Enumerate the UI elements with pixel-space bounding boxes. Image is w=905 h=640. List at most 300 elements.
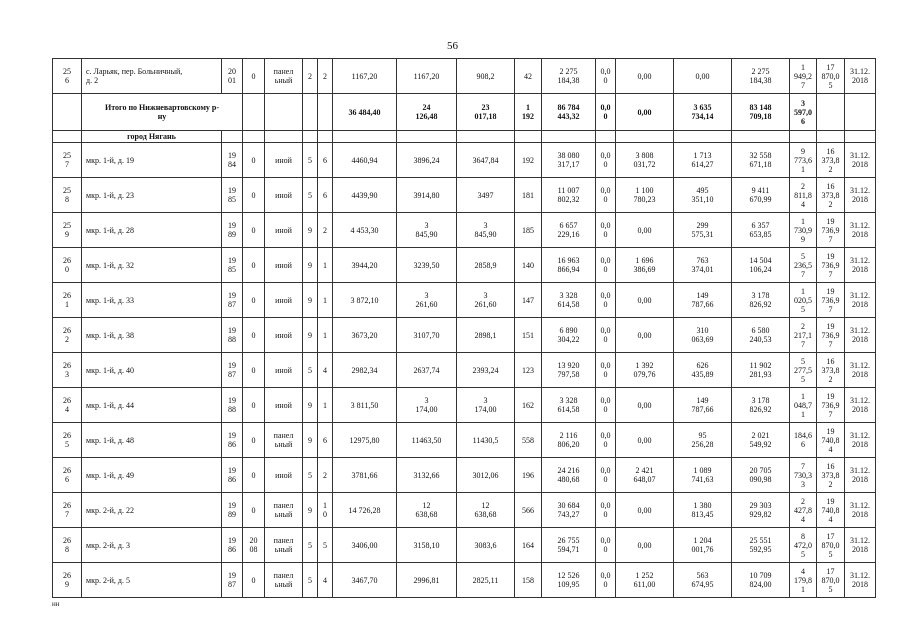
table-cell: 24 216 480,68 — [542, 458, 596, 493]
table-cell: 0 — [243, 213, 265, 248]
table-row — [53, 213, 876, 248]
table-cell: мкр. 1-й, д. 28 — [82, 213, 222, 248]
table-cell: мкр. 1-й, д. 49 — [82, 458, 222, 493]
table-cell: 26 9 — [53, 563, 82, 598]
table-cell: 31.12. 2018 — [845, 59, 876, 94]
table-cell: 0 — [243, 353, 265, 388]
table-cell: мкр. 2-й, д. 22 — [82, 493, 222, 528]
table-cell: 908,2 — [457, 59, 515, 94]
table-cell — [845, 131, 876, 143]
table-cell: 86 784 443,32 — [542, 94, 596, 131]
table-cell: 5 — [303, 458, 318, 493]
table-cell: 26 5 — [53, 423, 82, 458]
table-cell: город Нягань — [82, 131, 222, 143]
table-cell: 0,0 0 — [596, 318, 616, 353]
table-cell: 185 — [515, 213, 542, 248]
table-cell: 14 726,28 — [333, 493, 397, 528]
table-cell: 42 — [515, 59, 542, 94]
table-cell: 17 870,0 5 — [817, 59, 845, 94]
table-cell: 8 472,0 5 — [790, 528, 817, 563]
table-cell: 26 3 — [53, 353, 82, 388]
table-cell: 1 — [318, 318, 333, 353]
table-row — [53, 493, 876, 528]
table-cell: 2 275 184,38 — [732, 59, 790, 94]
table-cell — [265, 131, 303, 143]
table-cell: 5 — [303, 178, 318, 213]
table-cell: 12 638,68 — [457, 493, 515, 528]
table-cell: мкр. 2-й, д. 3 — [82, 528, 222, 563]
table-cell — [790, 131, 817, 143]
table-cell: иной — [265, 213, 303, 248]
table-cell: 31.12. 2018 — [845, 563, 876, 598]
table-cell: 16 373,8 2 — [817, 178, 845, 213]
table-cell: 16 373,8 2 — [817, 458, 845, 493]
table-cell: 19 86 — [222, 528, 243, 563]
table-cell: 3 635 734,14 — [674, 94, 732, 131]
table-cell: 25 6 — [53, 59, 82, 94]
table-cell — [616, 131, 674, 143]
table-cell: 19 85 — [222, 248, 243, 283]
table-cell: 5 — [303, 353, 318, 388]
table-cell: 0 — [243, 318, 265, 353]
table-cell: 19 86 — [222, 423, 243, 458]
table-cell: 0 — [243, 563, 265, 598]
table-cell: 158 — [515, 563, 542, 598]
table-cell: 0 — [243, 248, 265, 283]
table-cell: 11 007 802,32 — [542, 178, 596, 213]
table-cell: иной — [265, 353, 303, 388]
table-cell: 31.12. 2018 — [845, 283, 876, 318]
table-cell: 2 — [318, 213, 333, 248]
table-cell: 0,00 — [616, 283, 674, 318]
table-cell: 2 — [318, 59, 333, 94]
table-cell: 3 178 826,92 — [732, 388, 790, 423]
table-cell: мкр. 1-й, д. 48 — [82, 423, 222, 458]
table-cell: 2 116 806,20 — [542, 423, 596, 458]
table-cell: 2982,34 — [333, 353, 397, 388]
table-cell: 19 740,8 4 — [817, 423, 845, 458]
table-cell: 9 773,6 1 — [790, 143, 817, 178]
table-cell: 14 504 106,24 — [732, 248, 790, 283]
table-cell: 1167,20 — [333, 59, 397, 94]
housing-table — [52, 58, 876, 598]
table-cell: 0,00 — [674, 59, 732, 94]
table-cell: 0 — [243, 178, 265, 213]
table-cell: 310 063,69 — [674, 318, 732, 353]
table-cell: 495 351,10 — [674, 178, 732, 213]
table-cell — [457, 131, 515, 143]
table-cell: 24 126,48 — [397, 94, 457, 131]
table-cell: 0 — [243, 59, 265, 94]
table-cell: 0,00 — [616, 388, 674, 423]
table-cell: 0 — [243, 388, 265, 423]
table-cell: 1 192 — [515, 94, 542, 131]
table-cell — [318, 94, 333, 131]
table-cell: 6 — [318, 143, 333, 178]
table-cell: 0,0 0 — [596, 423, 616, 458]
table-cell: 0,00 — [616, 423, 674, 458]
table-row — [53, 388, 876, 423]
table-cell: 9 411 670,99 — [732, 178, 790, 213]
table-cell — [265, 94, 303, 131]
table-cell: 3673,20 — [333, 318, 397, 353]
table-cell: 0,00 — [616, 94, 674, 131]
table-cell: 184,6 6 — [790, 423, 817, 458]
table-cell: 3107,70 — [397, 318, 457, 353]
table-cell: мкр. 1-й, д. 23 — [82, 178, 222, 213]
table-cell: 162 — [515, 388, 542, 423]
table-cell: 31.12. 2018 — [845, 178, 876, 213]
table-cell: 31.12. 2018 — [845, 213, 876, 248]
table-cell: мкр. 1-й, д. 33 — [82, 283, 222, 318]
table-cell: 19 736,9 7 — [817, 283, 845, 318]
table-cell: 149 787,66 — [674, 283, 732, 318]
table-cell: 566 — [515, 493, 542, 528]
table-cell: 31.12. 2018 — [845, 143, 876, 178]
table-cell: 26 8 — [53, 528, 82, 563]
table-cell: 7 730,3 3 — [790, 458, 817, 493]
table-cell — [817, 94, 845, 131]
table-cell: иной — [265, 458, 303, 493]
table-cell: мкр. 1-й, д. 44 — [82, 388, 222, 423]
table-cell: 16 373,8 2 — [817, 353, 845, 388]
table-cell: 0 — [243, 458, 265, 493]
table-cell: 2 021 549,92 — [732, 423, 790, 458]
table-cell: 26 755 594,71 — [542, 528, 596, 563]
page-number: 56 — [447, 40, 458, 52]
table-cell: 2 427,8 4 — [790, 493, 817, 528]
table-cell: 6 890 304,22 — [542, 318, 596, 353]
table-cell: 13 920 797,58 — [542, 353, 596, 388]
table-cell: 3944,20 — [333, 248, 397, 283]
table-cell: 5 236,5 7 — [790, 248, 817, 283]
table-cell: иной — [265, 248, 303, 283]
table-cell: 763 374,01 — [674, 248, 732, 283]
table-cell: 26 7 — [53, 493, 82, 528]
table-cell: 2 — [318, 458, 333, 493]
table-cell: 20 08 — [243, 528, 265, 563]
table-cell: 1 — [318, 388, 333, 423]
footer-mark: нн — [52, 600, 60, 608]
table-cell: 12 526 109,95 — [542, 563, 596, 598]
table-cell: 10 709 824,00 — [732, 563, 790, 598]
table-cell: 5 — [318, 528, 333, 563]
table-cell: 1 089 741,63 — [674, 458, 732, 493]
table-cell: 2637,74 — [397, 353, 457, 388]
table-cell — [596, 131, 616, 143]
table-cell: 25 9 — [53, 213, 82, 248]
table-cell: 0,0 0 — [596, 178, 616, 213]
table-cell: 0,0 0 — [596, 493, 616, 528]
table-cell: мкр. 1-й, д. 38 — [82, 318, 222, 353]
table-cell: 3132,66 — [397, 458, 457, 493]
table-cell: 6 — [318, 423, 333, 458]
table-cell — [674, 131, 732, 143]
table-cell: панел ьный — [265, 528, 303, 563]
table-cell — [303, 94, 318, 131]
table-cell: 11430,5 — [457, 423, 515, 458]
table-row — [53, 423, 876, 458]
table-cell: 3497 — [457, 178, 515, 213]
table-cell: 31.12. 2018 — [845, 493, 876, 528]
table-cell: 149 787,66 — [674, 388, 732, 423]
table-cell: 19 88 — [222, 318, 243, 353]
table-cell: 0,0 0 — [596, 388, 616, 423]
table-row — [53, 563, 876, 598]
table-cell: 3 808 031,72 — [616, 143, 674, 178]
table-cell: 3 597,0 6 — [790, 94, 817, 131]
table-cell: 0,0 0 — [596, 283, 616, 318]
table-cell — [333, 131, 397, 143]
table-cell: 36 484,40 — [333, 94, 397, 131]
table-cell: 31.12. 2018 — [845, 528, 876, 563]
table-cell: 31.12. 2018 — [845, 388, 876, 423]
table-cell: 5 — [303, 563, 318, 598]
table-cell — [732, 131, 790, 143]
table-cell: 6 357 653,85 — [732, 213, 790, 248]
table-cell: 19 736,9 7 — [817, 318, 845, 353]
table-cell: иной — [265, 143, 303, 178]
table-cell: 20 01 — [222, 59, 243, 94]
table-cell: 3012,06 — [457, 458, 515, 493]
table-cell — [397, 131, 457, 143]
table-cell: 0,0 0 — [596, 458, 616, 493]
table-cell: 31.12. 2018 — [845, 248, 876, 283]
table-row — [53, 318, 876, 353]
table-cell: 9 — [303, 283, 318, 318]
table-cell: 1 730,9 9 — [790, 213, 817, 248]
table-cell: 26 2 — [53, 318, 82, 353]
table-cell: 3 174,00 — [397, 388, 457, 423]
table-cell: 3 872,10 — [333, 283, 397, 318]
table-cell: 4460,94 — [333, 143, 397, 178]
table-cell: 95 256,28 — [674, 423, 732, 458]
table-cell: 0,0 0 — [596, 59, 616, 94]
table-cell: 9 — [303, 248, 318, 283]
table-cell: 164 — [515, 528, 542, 563]
table-cell: 2825,11 — [457, 563, 515, 598]
table-cell: 1 204 001,76 — [674, 528, 732, 563]
table-cell: 3 261,60 — [457, 283, 515, 318]
table-cell: 0 — [243, 493, 265, 528]
table-cell — [542, 131, 596, 143]
table-cell — [845, 94, 876, 131]
section-row — [53, 131, 876, 143]
table-cell: 31.12. 2018 — [845, 458, 876, 493]
table-cell: 19 87 — [222, 353, 243, 388]
table-cell: 3 845,90 — [457, 213, 515, 248]
table-cell: 25 8 — [53, 178, 82, 213]
table-cell: 0,00 — [616, 493, 674, 528]
table-cell: 3 261,60 — [397, 283, 457, 318]
table-cell: 0,0 0 — [596, 94, 616, 131]
table-cell: 0,00 — [616, 59, 674, 94]
table-cell: 3 328 614,58 — [542, 283, 596, 318]
table-cell: 3 328 614,58 — [542, 388, 596, 423]
table-cell: 19 85 — [222, 178, 243, 213]
table-cell: 1 020,5 5 — [790, 283, 817, 318]
table-cell: панел ьный — [265, 493, 303, 528]
table-cell: 299 575,31 — [674, 213, 732, 248]
table-cell: мкр. 1-й, д. 40 — [82, 353, 222, 388]
table-cell: 4 — [318, 353, 333, 388]
table-cell: 3467,70 — [333, 563, 397, 598]
table-cell: 6 657 229,16 — [542, 213, 596, 248]
table-cell: 563 674,95 — [674, 563, 732, 598]
table-row — [53, 248, 876, 283]
table-cell: с. Ларьяк, пер. Больничный, д. 2 — [82, 59, 222, 94]
table-cell: 31.12. 2018 — [845, 353, 876, 388]
table-cell: 2996,81 — [397, 563, 457, 598]
table-cell: 19 88 — [222, 388, 243, 423]
table-cell: 0,0 0 — [596, 528, 616, 563]
table-cell: 6 580 240,53 — [732, 318, 790, 353]
table-cell: 1167,20 — [397, 59, 457, 94]
table-cell: 3239,50 — [397, 248, 457, 283]
table-cell: 4 — [318, 563, 333, 598]
table-cell: 3647,84 — [457, 143, 515, 178]
table-cell: 1 392 079,76 — [616, 353, 674, 388]
table-cell: 20 705 090,98 — [732, 458, 790, 493]
table-cell: 19 89 — [222, 493, 243, 528]
table-row — [53, 528, 876, 563]
table-cell: 17 870,0 5 — [817, 528, 845, 563]
table-cell: Итого по Нижневартовскому р- ну — [82, 94, 243, 131]
table-cell: иной — [265, 178, 303, 213]
table-cell: 1 949,2 7 — [790, 59, 817, 94]
table-row — [53, 178, 876, 213]
table-row — [53, 283, 876, 318]
table-cell: 5 277,5 5 — [790, 353, 817, 388]
table-cell: 1 380 813,45 — [674, 493, 732, 528]
table-cell: 1 100 780,23 — [616, 178, 674, 213]
table-cell: 0 — [243, 283, 265, 318]
table-cell: 19 736,9 7 — [817, 213, 845, 248]
table-cell: 1 696 386,69 — [616, 248, 674, 283]
total-row — [53, 94, 876, 131]
table-cell: 0,0 0 — [596, 563, 616, 598]
table-cell: иной — [265, 318, 303, 353]
table-cell: 0 — [243, 423, 265, 458]
table-cell — [243, 94, 265, 131]
table-cell: 25 551 592,95 — [732, 528, 790, 563]
table-cell: 9 — [303, 423, 318, 458]
table-cell: 0,00 — [616, 318, 674, 353]
table-cell: 3 174,00 — [457, 388, 515, 423]
table-cell: 1 — [318, 283, 333, 318]
table-cell: панел ьный — [265, 563, 303, 598]
table-cell: 25 7 — [53, 143, 82, 178]
table-cell: 1 713 614,27 — [674, 143, 732, 178]
table-cell: 1 — [318, 248, 333, 283]
table-cell: 11463,50 — [397, 423, 457, 458]
table-cell: 3914,80 — [397, 178, 457, 213]
table-cell: 2898,1 — [457, 318, 515, 353]
table-cell — [53, 131, 82, 143]
table-cell: 1 252 611,00 — [616, 563, 674, 598]
table-cell: 0,00 — [616, 528, 674, 563]
table-row — [53, 143, 876, 178]
table-cell: 6 — [318, 178, 333, 213]
table-cell: 0 — [243, 143, 265, 178]
table-cell: 558 — [515, 423, 542, 458]
table-cell: 123 — [515, 353, 542, 388]
table-cell: 31.12. 2018 — [845, 423, 876, 458]
table-cell: 140 — [515, 248, 542, 283]
table-cell — [243, 131, 265, 143]
table-cell: 147 — [515, 283, 542, 318]
table-cell: 2 — [303, 59, 318, 94]
table-cell: иной — [265, 283, 303, 318]
table-cell — [222, 131, 243, 143]
table-cell: 4439,90 — [333, 178, 397, 213]
table-cell: 26 0 — [53, 248, 82, 283]
table-cell: 2 811,8 4 — [790, 178, 817, 213]
table-cell: 3083,6 — [457, 528, 515, 563]
table-cell: 23 017,18 — [457, 94, 515, 131]
table-cell: 3 845,90 — [397, 213, 457, 248]
table-row — [53, 59, 876, 94]
table-row — [53, 353, 876, 388]
table-cell: 26 4 — [53, 388, 82, 423]
table-cell: 9 — [303, 493, 318, 528]
table-cell: 3158,10 — [397, 528, 457, 563]
table-cell: 30 684 743,27 — [542, 493, 596, 528]
table-cell — [515, 131, 542, 143]
table-cell: мкр. 1-й, д. 19 — [82, 143, 222, 178]
table-cell: 83 148 709,18 — [732, 94, 790, 131]
table-cell: 2 217,1 7 — [790, 318, 817, 353]
table-cell: 3 178 826,92 — [732, 283, 790, 318]
table-cell: 0,0 0 — [596, 143, 616, 178]
table-row — [53, 458, 876, 493]
table-cell: 2858,9 — [457, 248, 515, 283]
table-cell: 0,0 0 — [596, 248, 616, 283]
table-cell: 626 435,89 — [674, 353, 732, 388]
table-cell: 181 — [515, 178, 542, 213]
table-cell — [817, 131, 845, 143]
table-cell: 2 421 648,07 — [616, 458, 674, 493]
table-cell: иной — [265, 388, 303, 423]
table-cell: 2 275 184,38 — [542, 59, 596, 94]
table-cell: 17 870,0 5 — [817, 563, 845, 598]
table-cell: 19 736,9 7 — [817, 388, 845, 423]
table-cell: 1 0 — [318, 493, 333, 528]
table-cell: 3896,24 — [397, 143, 457, 178]
table-cell — [53, 94, 82, 131]
table-cell: 4 179,8 1 — [790, 563, 817, 598]
table-cell: 19 87 — [222, 563, 243, 598]
table-cell: 38 080 317,17 — [542, 143, 596, 178]
table-cell: мкр. 2-й, д. 5 — [82, 563, 222, 598]
table-cell: 9 — [303, 213, 318, 248]
table-cell: 4 453,30 — [333, 213, 397, 248]
table-cell: 192 — [515, 143, 542, 178]
table-cell: 5 — [303, 528, 318, 563]
table-cell: 9 — [303, 318, 318, 353]
table-cell: 16 963 866,94 — [542, 248, 596, 283]
table-cell: 2393,24 — [457, 353, 515, 388]
table-cell: 19 86 — [222, 458, 243, 493]
table-cell: 0,0 0 — [596, 353, 616, 388]
table-cell: 19 84 — [222, 143, 243, 178]
table-cell: 1 048,7 1 — [790, 388, 817, 423]
table-cell: 19 89 — [222, 213, 243, 248]
table-cell: 0,0 0 — [596, 213, 616, 248]
table-cell: 19 87 — [222, 283, 243, 318]
table-cell: 31.12. 2018 — [845, 318, 876, 353]
table-cell: 19 736,9 7 — [817, 248, 845, 283]
